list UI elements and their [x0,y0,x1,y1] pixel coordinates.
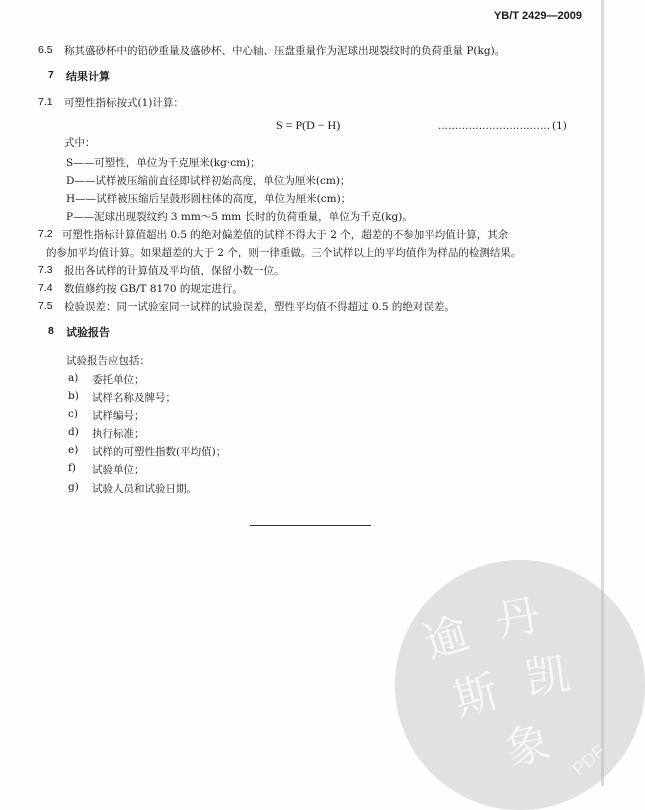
where-item-p: P——泥球出现裂纹约 3 mm～5 mm 长时的负荷重量，单位为千克(kg)。 [66,211,413,223]
report-item-text: 试验单位； [92,464,145,476]
section-7-number: 7 [48,69,54,81]
report-intro: 试验报告应包括： [66,355,150,367]
report-item-label: f) [68,462,76,474]
report-item-text: 委托单位； [92,374,145,386]
clause-number-7-2: 7.2 [38,228,53,240]
section-7-title: 结果计算 [66,70,110,83]
where-label: 式中： [64,137,96,149]
report-item-label: a) [68,372,79,384]
clause-7-3-text: 报出各试样的计算值及平均值，保留小数一位。 [64,265,285,277]
where-item-d: D——试样被压缩前直径即试样初始高度，单位为厘米(cm)； [66,175,351,187]
watermark-char: 丹 [491,589,544,648]
end-of-document-rule [250,525,371,526]
where-item-s: S——可塑性，单位为千克厘米(kg·cm)； [66,157,261,169]
clause-number-6-5: 6.5 [38,44,53,56]
watermark-stamp [395,560,645,810]
where-item-h: H——试样被压缩后呈鼓形圆柱体的高度，单位为厘米(cm)； [66,193,352,205]
report-item-label: c) [68,408,78,420]
report-item-text: 试验人员和试验日期。 [92,483,197,495]
formula-leader-dots: …………………………… [438,121,551,132]
clause-7-5-text: 检验误差：同一试验室同一试样的试验误差，塑性平均值不得超过 0.5 的绝对误差。 [64,301,455,313]
watermark-pdf-tag: PDF [568,740,609,780]
watermark-char: 斯 [448,666,505,727]
report-item-label: b) [68,390,79,402]
report-item-text: 执行标准； [92,428,145,440]
report-item-label: g) [68,481,79,493]
clause-number-7-4: 7.4 [38,282,53,294]
watermark-char: 象 [501,716,555,776]
formula-equation-number: (1) [552,120,567,132]
clause-6-5-text: 称其盛砂杯中的铅砂重量及盛砂杯、中心轴、压盘重量作为泥球出现裂纹时的负荷重量 P(kg)。 [64,45,506,57]
section-8-title: 试验报告 [66,326,110,339]
formula-expression: S = P(D − H) [276,118,341,132]
clause-7-2-line2: 的参加平均值计算。如果超差的大于 2 个，则一律重做。三个试样以上的平均值作为样品的检测结果。 [46,247,522,259]
clause-7-4-text: 数值修约按 GB/T 8170 的规定进行。 [64,283,243,295]
report-item-label: d) [68,426,79,438]
report-item-text: 试样的可塑性指数(平均值)； [92,446,227,458]
clause-7-2-line1: 可塑性指标计算值超出 0.5 的绝对偏差值的试样不得大于 2 个，超差的不参加平均值计算，其余 [62,229,509,241]
watermark-char: 逾 [417,607,476,670]
clause-7-1-text: 可塑性指标按式(1)计算： [64,97,184,109]
clause-number-7-3: 7.3 [38,264,53,276]
section-8-number: 8 [48,325,54,337]
report-item-text: 试样名称及牌号； [92,392,176,404]
standard-code-header: YB/T 2429—2009 [493,10,582,22]
watermark-char: 凯 [522,648,573,705]
report-item-label: e) [68,444,79,456]
report-item-text: 试样编号； [92,410,145,422]
clause-number-7-1: 7.1 [38,96,53,108]
clause-number-7-5: 7.5 [38,300,53,312]
